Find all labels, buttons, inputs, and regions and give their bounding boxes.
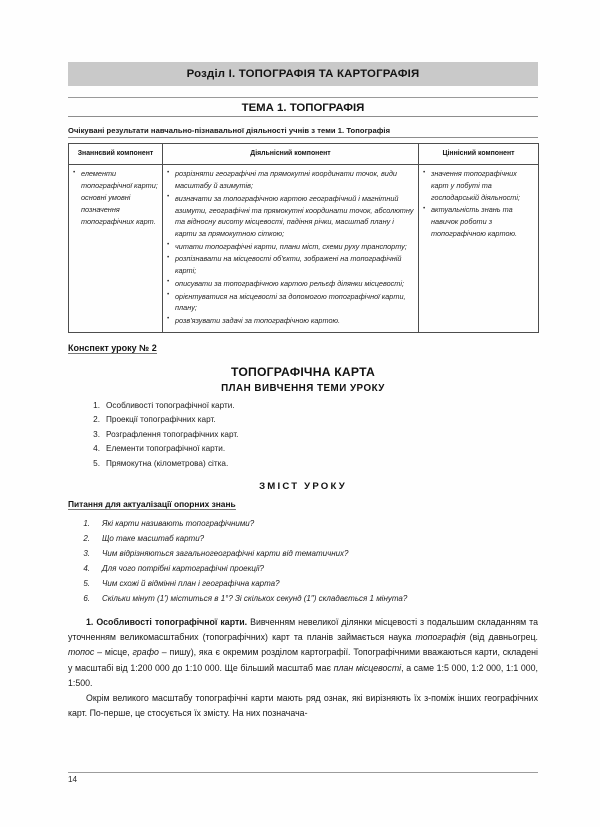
paragraph-lead-in: 1. Особливості топографічної карти. (86, 616, 248, 627)
paragraph-text: – пишу), яка є окремим розділом картографії. Топографічними вважаються карти, складені у масштабі від 1:200 000 до 1:10 000. Ще більший масштаб має (68, 647, 538, 673)
lesson-content-title: ЗМІСТ УРОКУ (259, 480, 347, 492)
list-item: • визначати за топографічною картою географічний і магнітний азимути, географічні та прямокутні координати точок, абсолютну та відносну висоту місцевості, падіння річки, масштаб плану і карти за прямокутною сіткою; (167, 193, 414, 240)
lesson-plan-list (68, 399, 538, 472)
body-paragraph-1 (68, 615, 538, 691)
expected-results-label: Очікувані результати навчально-пізнавальної діяльності учнів з теми 1. Топографія (68, 126, 538, 138)
term-topos: топос (68, 647, 95, 658)
konspekt-wrap (68, 333, 538, 356)
questions-heading: Питання для актуалізації опорних знань (68, 498, 236, 509)
table-header-row (69, 144, 539, 165)
list-item: • орієнтуватися на місцевості за допомогою топографічної карти, плану; (167, 291, 414, 315)
activity-list (167, 168, 414, 326)
list-item: Особливості топографічної карти. (106, 400, 235, 410)
list-item: • описувати за топографічною картою рельєф ділянки місцевості; (167, 278, 414, 290)
body-paragraph-2: Окрім великого масштабу топографічні карти мають ряд ознак, які вирізняють їх з-поміж інших географічних карт. По-перше, це стосується їх змісту. На них позначача- (68, 693, 538, 719)
section-banner-title: Розділ І. ТОПОГРАФІЯ ТА КАРТОГРАФІЯ (186, 68, 420, 80)
list-item: Розграфлення топографічних карт. (106, 429, 239, 439)
list-item: Елементи топографічної карти. (106, 444, 226, 454)
competence-table (68, 143, 539, 333)
table-header-knowledge: Знаннєвий компонент (69, 144, 163, 165)
page-content (68, 62, 538, 722)
list-item: • розрізняти географічні та прямокутні координати точок, види масштабу й азимутів; (167, 168, 414, 192)
footer-divider (68, 772, 538, 773)
section-banner (68, 62, 538, 86)
list-item: Які карти називають топографічними? (102, 518, 255, 528)
konspekt-label: Конспект уроку № 2 (68, 342, 157, 353)
list-item: Для чого потрібні картографічні проекції? (102, 563, 264, 573)
lesson-title: ТОПОГРАФІЧНА КАРТА (231, 364, 375, 379)
list-item: • читати топографічні карти, плани міст, схеми руху транспорту; (167, 241, 414, 253)
term-grapho: графо (132, 647, 159, 658)
value-list (423, 168, 534, 239)
table-row (69, 165, 539, 332)
paragraph-text: , а саме 1:5 000, 1:2 000, 1:1 000, 1:500. (68, 662, 539, 688)
list-item: • актуальність знань та навичок роботи з топографічною картою. (423, 204, 534, 239)
cell-knowledge (69, 165, 163, 332)
list-item: Прямокутна (кілометрова) сітка. (106, 458, 229, 468)
list-item: Проекції топографічних карт. (106, 415, 216, 425)
list-item: Чим відрізняються загальногеографічні карти від тематичних? (102, 548, 349, 558)
paragraph-text: Вивченням невеликої ділянки місцевості з подальшим складанням та уточненням великомасштабних (топографічних) карт та планів займається наука (68, 616, 538, 642)
list-item: • елементи топографічної карти; основні умовні позначення топографічних карт. (73, 168, 158, 227)
paragraph-text: (від давньогрец. (465, 631, 538, 642)
term-plan-mistsevosti: план місцевості (333, 662, 402, 673)
table-header-value: Ціннісний компонент (419, 144, 539, 165)
lesson-plan-title: ПЛАН ВИВЧЕННЯ ТЕМИ УРОКУ (221, 382, 385, 394)
knowledge-list (73, 168, 158, 227)
cell-activity (163, 165, 419, 332)
list-item: Скільки мінут (1′) міститься в 1°? Зі скількох секунд (1″) складається 1 мінута? (102, 593, 408, 603)
cell-value (419, 165, 539, 332)
theme-heading: ТЕМА 1. ТОПОГРАФІЯ (68, 102, 538, 117)
term-topohrafiia: топографія (415, 631, 466, 642)
questions-list (68, 516, 538, 606)
paragraph-text: – місце, (94, 647, 133, 658)
list-item: • розпізнавати на місцевості об'єкти, зображені на топографічній карті; (167, 253, 414, 277)
theme-top-rule (68, 97, 538, 98)
list-item: • значення топографічних карт у побуті та господарській діяльності; (423, 168, 534, 203)
list-item: Чим схожі й відмінні план і географічна карта? (102, 578, 280, 588)
table-header-activity: Діяльнісний компонент (163, 144, 419, 165)
page-number: 14 (68, 775, 78, 784)
list-item: • розв'язувати задачі за топографічною картою. (167, 315, 414, 327)
questions-heading-wrap (68, 492, 538, 512)
list-item: Що таке масштаб карти? (102, 533, 205, 543)
